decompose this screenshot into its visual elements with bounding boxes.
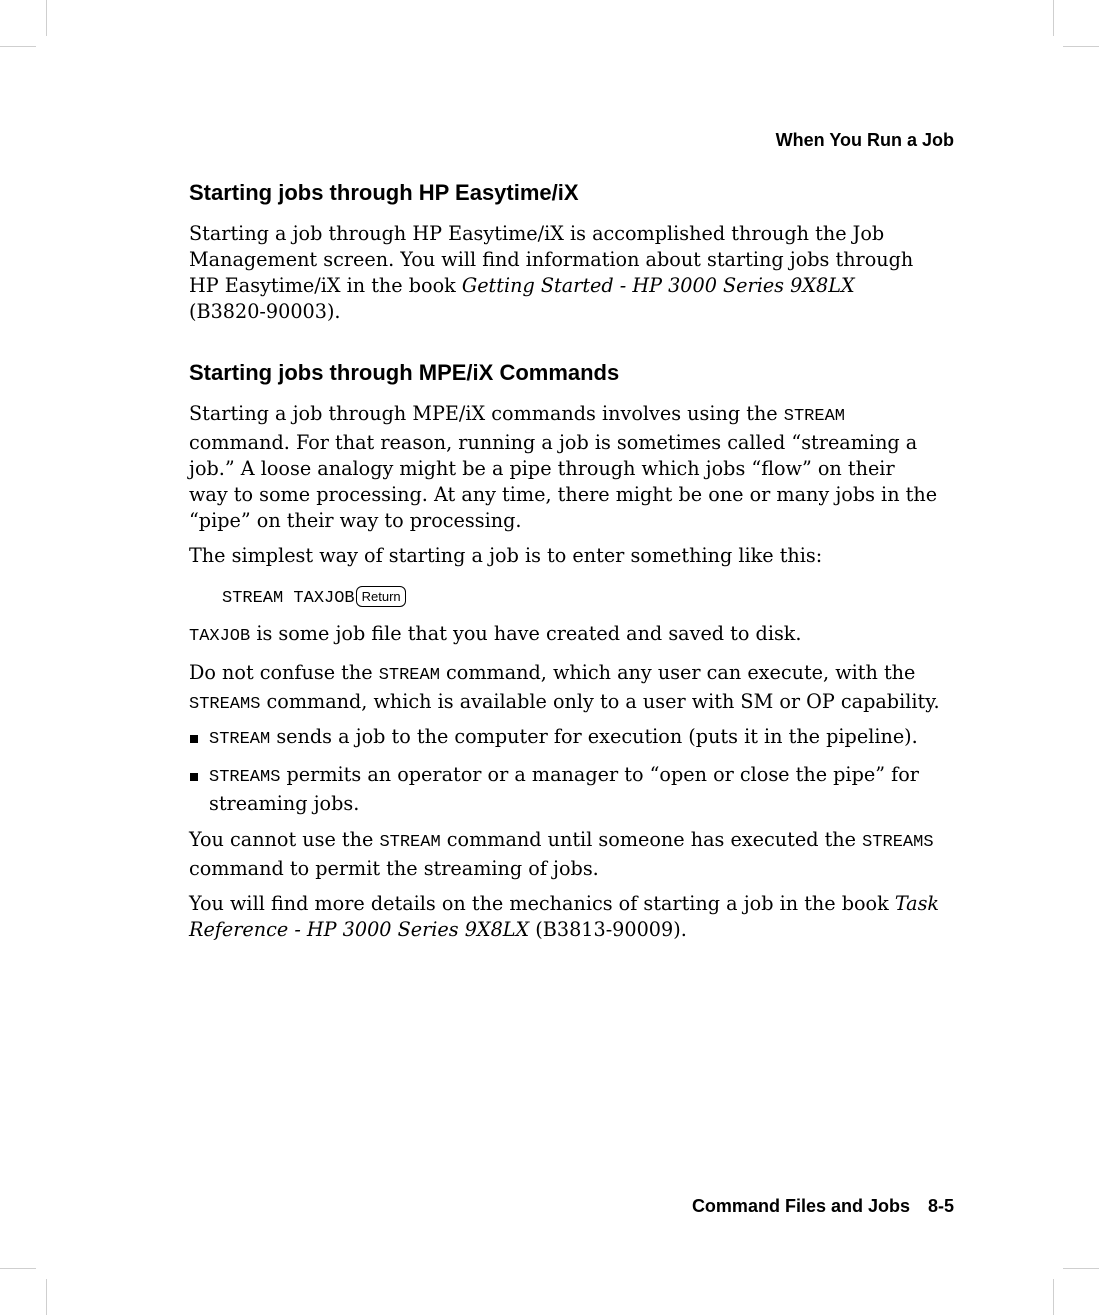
text-line: You cannot use the STREAM command until someone has executed the STREAMS (189, 828, 934, 852)
return-key: Return (356, 586, 406, 607)
paragraph-stream-intro (189, 401, 957, 534)
running-head: When You Run a Job (775, 130, 954, 150)
book-title: Getting Started - HP 3000 Series 9X8LX (461, 274, 855, 297)
text-line: Starting a job through HP Easytime/iX is accomplished through the Job (189, 222, 885, 245)
book-title: Reference - HP 3000 Series 9X8LX (189, 918, 530, 941)
page-footer (692, 1196, 954, 1217)
book-title: Task (894, 892, 940, 915)
text-line: You will find more details on the mechanics of starting a job in the book Task (189, 892, 940, 915)
paragraph-cannot-use (189, 827, 957, 882)
paragraph-easytime (189, 221, 957, 325)
text-line: Starting a job through MPE/iX commands involves using the STREAM (189, 402, 845, 426)
text-line: STREAMS permits an operator or a manager to “open or close the pipe” for (209, 763, 919, 787)
code-streams: STREAMS (189, 695, 261, 714)
text-line: command to permit the streaming of jobs. (189, 857, 599, 880)
code-taxjob: TAXJOB (189, 627, 251, 646)
code-stream: STREAM (783, 407, 845, 426)
text-line: Reference - HP 3000 Series 9X8LX (B3813-90009). (189, 918, 687, 941)
text-line: streaming jobs. (209, 792, 360, 815)
crop-mark (1063, 46, 1099, 47)
section-heading-easytime: Starting jobs through HP Easytime/iX (189, 180, 579, 205)
code-stream: STREAM (378, 666, 440, 685)
text-line: (B3820-90003). (189, 300, 341, 323)
crop-mark (0, 46, 36, 47)
bullet-item-stream: STREAM sends a job to the computer for execution (puts it in the pipeline). (209, 725, 918, 749)
text-line: command. For that reason, running a job is sometimes called “streaming a (189, 431, 918, 454)
command-text: STREAM TAXJOB (222, 589, 355, 608)
text-line: Management screen. You will find information about starting jobs through (189, 248, 914, 271)
crop-mark (1053, 1279, 1054, 1315)
text-line: STREAMS command, which is available only to a user with SM or OP capability. (189, 690, 940, 714)
paragraph-simplest-way: The simplest way of starting a job is to enter something like this: (189, 544, 823, 567)
text-line: job.” A loose analogy might be a pipe through which jobs “flow” on their (189, 457, 895, 480)
text-line: Do not confuse the STREAM command, which any user can execute, with the (189, 661, 916, 685)
paragraph-more-details (189, 891, 957, 943)
crop-mark (0, 1268, 36, 1269)
code-stream: STREAM (379, 833, 441, 852)
chapter-title: Command Files and Jobs (691, 1196, 910, 1216)
bullet-item-streams (209, 762, 977, 817)
code-streams: STREAMS (862, 833, 934, 852)
crop-mark (1053, 0, 1054, 36)
bullet-marker (190, 735, 198, 743)
crop-mark (46, 0, 47, 36)
code-stream: STREAM (209, 730, 271, 749)
text-line: “pipe” on their way to processing. (189, 509, 522, 532)
bullet-marker (190, 773, 198, 781)
example-command (222, 583, 990, 612)
crop-mark (1063, 1268, 1099, 1269)
crop-mark (46, 1279, 47, 1315)
text-line: way to some processing. At any time, there might be one or many jobs in the (189, 483, 938, 506)
paragraph-taxjob: TAXJOB is some job file that you have created and saved to disk. (189, 622, 802, 646)
section-heading-mpe-commands: Starting jobs through MPE/iX Commands (189, 360, 620, 385)
paragraph-stream-vs-streams (189, 660, 957, 718)
text-line: HP Easytime/iX in the book Getting Started - HP 3000 Series 9X8LX (189, 274, 855, 297)
page-number: 8-5 (927, 1196, 954, 1216)
code-streams: STREAMS (209, 768, 281, 787)
